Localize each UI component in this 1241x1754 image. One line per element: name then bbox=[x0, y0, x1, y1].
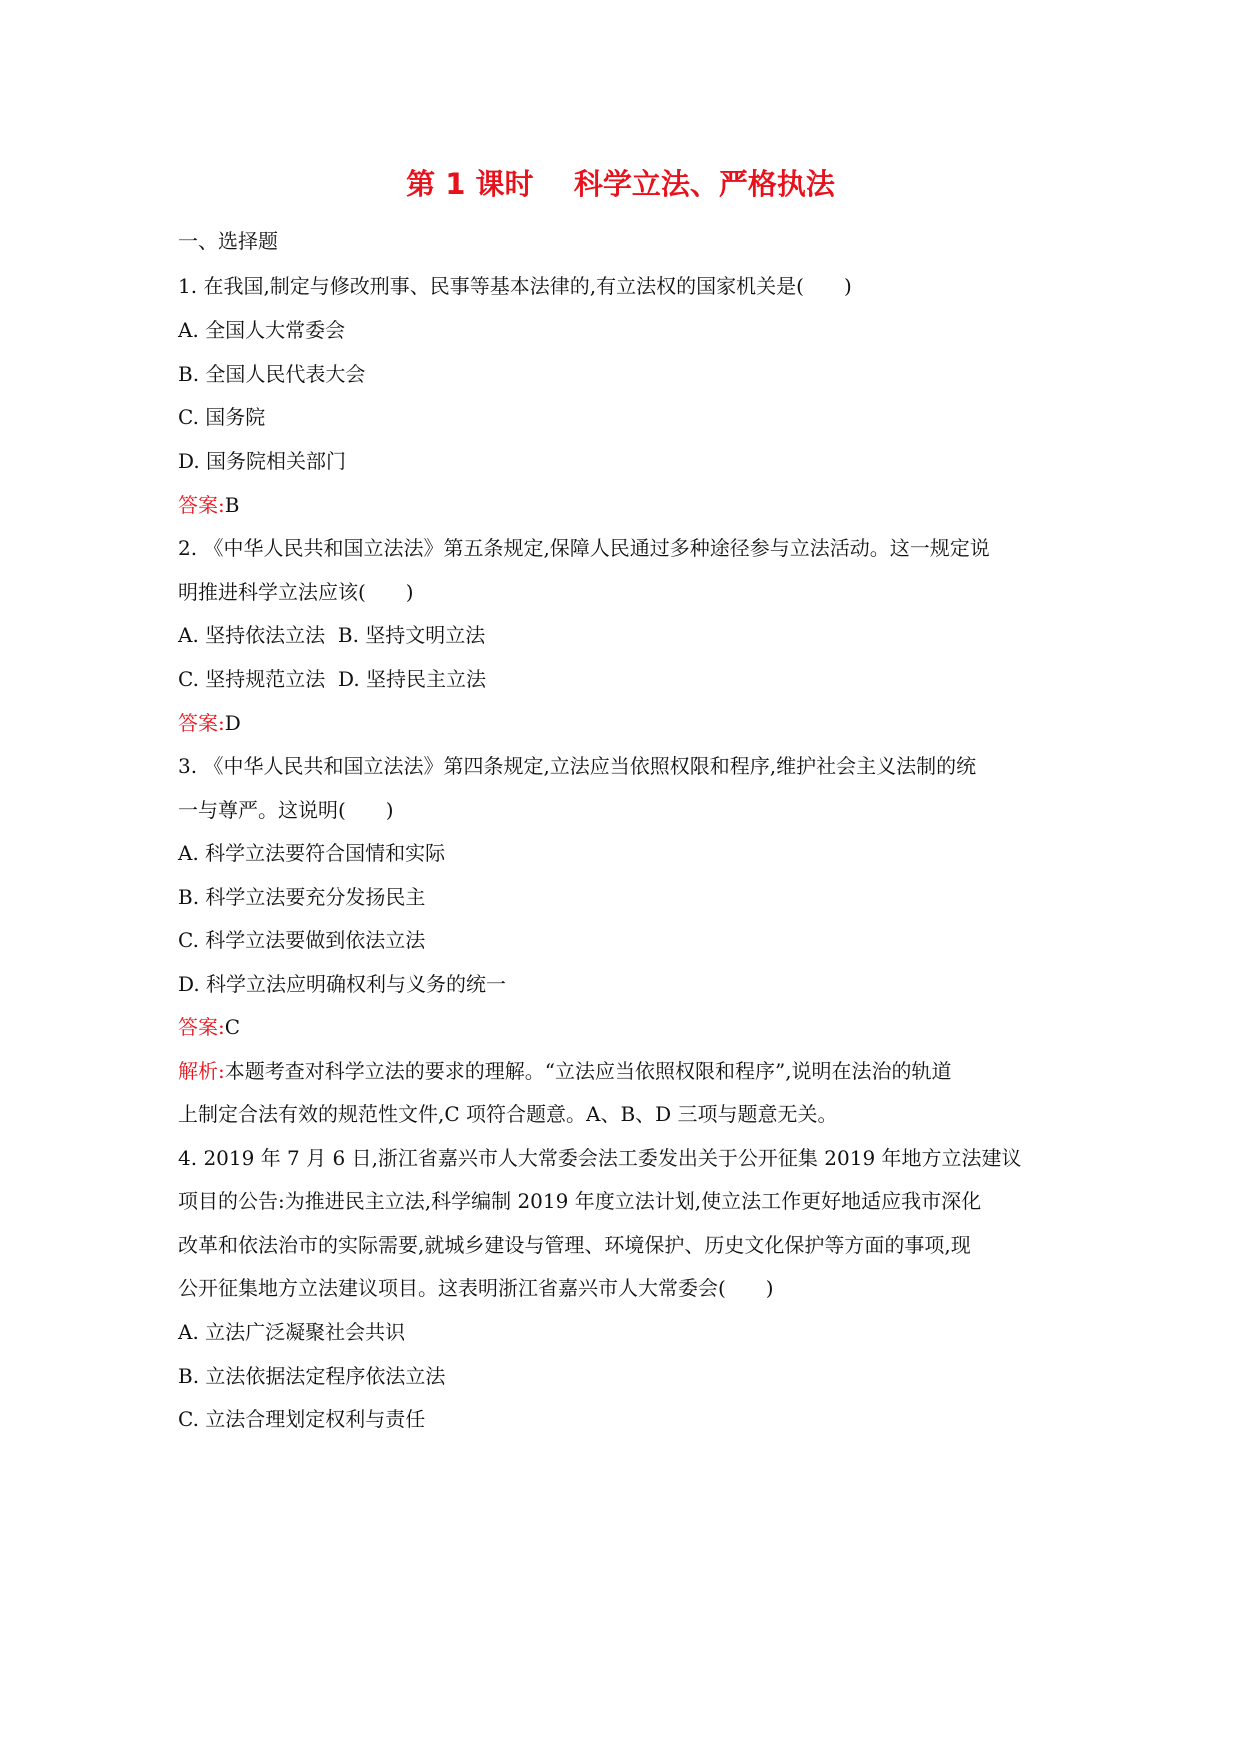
answer-label: 答案: bbox=[178, 1015, 225, 1039]
question-3-option-d: D. 科学立法应明确权利与义务的统一 bbox=[178, 972, 507, 996]
question-3-answer bbox=[178, 1012, 240, 1042]
question-3-option-a: A. 科学立法要符合国情和实际 bbox=[178, 841, 446, 865]
question-3-option-c: C. 科学立法要做到依法立法 bbox=[178, 928, 426, 952]
question-4-option-b: B. 立法依据法定程序依法立法 bbox=[178, 1364, 446, 1388]
question-3-stem-line-2: 一与尊严。这说明( ) bbox=[178, 798, 394, 822]
question-3-option-b: B. 科学立法要充分发扬民主 bbox=[178, 885, 426, 909]
question-1-option-d: D. 国务院相关部门 bbox=[178, 449, 347, 473]
question-1-answer bbox=[178, 490, 239, 520]
question-1-option-a: A. 全国人大常委会 bbox=[178, 318, 346, 342]
question-4-stem-line-2: 项目的公告:为推进民主立法,科学编制 2019 年度立法计划,使立法工作更好地适应我市深化 bbox=[178, 1189, 982, 1213]
question-2-answer bbox=[178, 708, 241, 738]
question-4-stem-line-4: 公开征集地方立法建议项目。这表明浙江省嘉兴市人大常委会( ) bbox=[178, 1276, 774, 1300]
question-4-option-a: A. 立法广泛凝聚社会共识 bbox=[178, 1320, 406, 1344]
question-3-analysis-line-2: 上制定合法有效的规范性文件,C 项符合题意。A、B、D 三项与题意无关。 bbox=[178, 1102, 838, 1126]
answer-value: C bbox=[224, 1015, 241, 1039]
question-4-stem-line-1: 4. 2019 年 7 月 6 日,浙江省嘉兴市人大常委会法工委发出关于公开征集 2019 年地方立法建议 bbox=[178, 1146, 1022, 1170]
answer-value: B bbox=[224, 493, 240, 517]
analysis-text: 本题考查对科学立法的要求的理解。“立法应当依照权限和程序”,说明在法治的轨道 bbox=[224, 1059, 952, 1083]
question-2-stem-line-1: 2. 《中华人民共和国立法法》第五条规定,保障人民通过多种途径参与立法活动。这一规定说 bbox=[178, 536, 990, 560]
question-2-options-cd: C. 坚持规范立法 D. 坚持民主立法 bbox=[178, 667, 487, 691]
section-heading: 一、选择题 bbox=[178, 229, 278, 253]
question-1-option-b: B. 全国人民代表大会 bbox=[178, 362, 366, 386]
answer-label: 答案: bbox=[178, 493, 225, 517]
question-2-stem-line-2: 明推进科学立法应该( ) bbox=[178, 580, 414, 604]
answer-label: 答案: bbox=[178, 711, 225, 735]
question-2-options-ab: A. 坚持依法立法 B. 坚持文明立法 bbox=[178, 623, 486, 647]
question-4-option-c: C. 立法合理划定权利与责任 bbox=[178, 1407, 426, 1431]
question-4-stem-line-3: 改革和依法治市的实际需要,就城乡建设与管理、环境保护、历史文化保护等方面的事项,现 bbox=[178, 1233, 971, 1257]
question-3-stem-line-1: 3. 《中华人民共和国立法法》第四条规定,立法应当依照权限和程序,维护社会主义法制的统 bbox=[178, 754, 977, 778]
answer-value: D bbox=[224, 711, 241, 735]
question-1-option-c: C. 国务院 bbox=[178, 405, 266, 429]
question-1-stem: 1. 在我国,制定与修改刑事、民事等基本法律的,有立法权的国家机关是( ) bbox=[178, 274, 852, 298]
page-title: 第 1 课时 科学立法、严格执法 bbox=[406, 167, 835, 201]
analysis-label: 解析: bbox=[178, 1059, 225, 1083]
question-3-analysis-line-1 bbox=[178, 1056, 952, 1086]
